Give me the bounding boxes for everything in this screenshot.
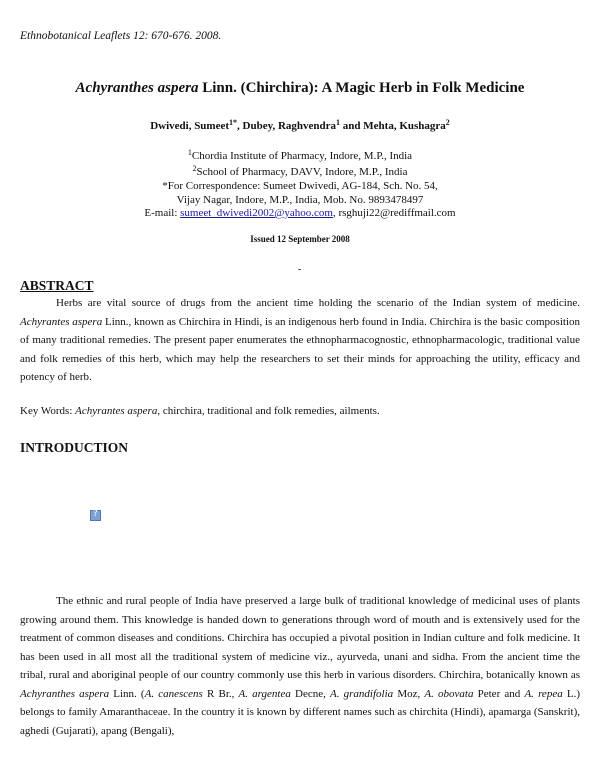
affiliation-2-sup: 2 — [192, 164, 197, 173]
journal-citation: Ethnobotanical Leaflets 12: 670-676. 2008. — [20, 30, 222, 42]
author-2-sup: 1 — [336, 118, 341, 127]
abstract-text-1: Herbs are vital source of drugs from the ancient time holding the scenario of the Indian system of medicine. — [56, 297, 580, 309]
keywords-species: Achyrantes aspera — [75, 405, 158, 417]
intro-species-3: A. argentea — [238, 687, 291, 700]
intro-species-2: A. canescens — [144, 687, 203, 700]
email-separator: , — [332, 207, 339, 219]
introduction-heading: INTRODUCTION — [20, 440, 129, 455]
author-1-sup: 1* — [229, 118, 238, 127]
email-label: E-mail: — [144, 207, 181, 219]
intro-text-4: Decne, — [290, 687, 331, 700]
email-line — [0, 207, 600, 219]
author-3-sup: 2 — [445, 118, 450, 127]
intro-species-5: A. obovata — [424, 687, 474, 700]
intro-species-6: A. repea — [524, 687, 563, 700]
correspondence-address: Vijay Nagar, Indore, M.P., India, Mob. No. 9893478497 — [176, 194, 424, 206]
abstract-body — [20, 294, 580, 387]
abstract-text-2: Linn., known as Chirchira in Hindi, is an indigenous herb found in India. Chirchira is the basic composition of many traditional remedies. The present paper enumerates the ethnopharmacognostic, ethnopharmacologic, traditional value and folk remedies of this herb, which may help the researchers to set their minds for approaching the utility, efficacy and potency of herb. — [20, 315, 580, 383]
correspondence: *For Correspondence: Sumeet Dwivedi, AG-184, Sch. No. 54, — [162, 180, 438, 192]
issued-date: Issued 12 September 2008 — [250, 234, 350, 244]
intro-text-2: Linn. ( — [109, 687, 145, 700]
keywords-rest: , chirchira, traditional and folk remedies, ailments. — [157, 405, 380, 417]
broken-image-icon — [90, 510, 101, 521]
intro-text-5: Moz, — [393, 687, 425, 700]
email-link-1[interactable]: sumeet_dwivedi2002@yahoo.com — [180, 207, 333, 219]
email-2: rsghuji22@rediffmail.com — [338, 207, 456, 219]
introduction-body — [20, 592, 580, 740]
intro-text-3: R Br., — [202, 687, 239, 700]
affiliation-1-sup: 1 — [187, 148, 192, 157]
title-rest: Linn. (Chirchira): A Magic Herb in Folk Medicine — [198, 80, 525, 96]
keywords-label: Key Words — [20, 405, 70, 417]
keywords-colon: : — [69, 405, 76, 417]
intro-text-7: L.) belongs to family Amaranthaceae. In the country it is known by different names such as chirchita (Hindi), apamarga (Sanskrit), aghedi (Gujarati), apang (Bengali), — [20, 687, 580, 737]
abstract-heading: ABSTRACT — [20, 278, 94, 293]
affiliation-2 — [0, 166, 600, 178]
author-list — [0, 120, 600, 132]
keywords — [20, 402, 580, 421]
intro-species-4: A. grandifolia — [330, 687, 394, 700]
author-3: and Mehta, Kushagra — [340, 120, 446, 132]
author-2: , Dubey, Raghvendra — [237, 120, 337, 132]
abstract-species: Achyrantes aspera — [20, 315, 103, 328]
author-1: Dwivedi, Sumeet — [150, 120, 230, 132]
affiliation-1-text: Chordia Institute of Pharmacy, Indore, M.P., India — [191, 150, 413, 162]
separator-mark: - — [298, 264, 302, 275]
affiliation-2-text: School of Pharmacy, DAVV, Indore, M.P., India — [196, 166, 408, 178]
intro-species-1: Achyranthes aspera — [20, 687, 110, 700]
title-species: Achyranthes aspera — [75, 80, 199, 96]
affiliation-1 — [0, 150, 600, 162]
intro-text-6: Peter and — [473, 687, 525, 700]
paper-title — [0, 80, 600, 97]
intro-text-1: The ethnic and rural people of India have preserved a large bulk of traditional knowledge of medicinal uses of plants growing around them. This knowledge is handed down to generations through word of mouth and is extensively used for the treatment of common diseases and conditions. Chirchira has occupied a pivotal position in Indian culture and folk medicine. It has been used in all most all the traditional system of medicine viz., ayurveda, unani and sidha. From the ancient time the tribal, rural and aboriginal people of our country commonly use this herb in various disorders. Chirchira, botanically known as — [20, 595, 580, 681]
